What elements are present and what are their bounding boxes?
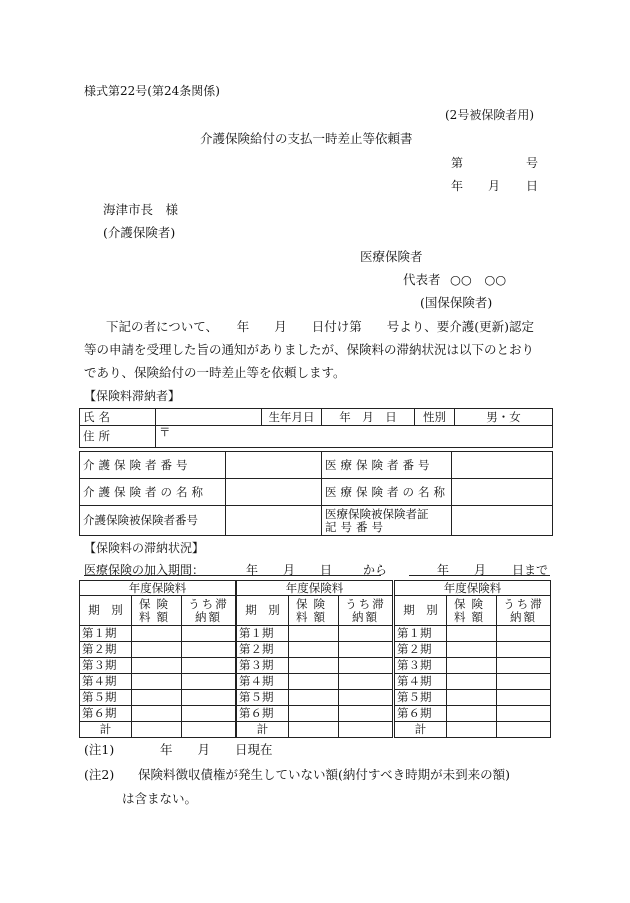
total-amount (447, 722, 497, 738)
arrears-section-heading: 【保険料の滞納状況】 (84, 541, 205, 555)
total-label: 計 (395, 722, 447, 738)
total-arrears (339, 722, 393, 738)
period-row-label: 第２期 (237, 642, 289, 658)
body-line-3: であり、保険給付の一時差止等を依頼します。 (84, 365, 346, 380)
postal-mark: 〒 (159, 425, 171, 439)
period-row-label: 第２期 (395, 642, 447, 658)
period-row-label: 第６期 (395, 706, 447, 722)
birth-label: 生年月日 (262, 409, 322, 426)
kaigo-insurer-name-value (226, 479, 322, 506)
period-amount (132, 690, 182, 706)
period-amount (132, 706, 182, 722)
period-row-label: 第４期 (395, 674, 447, 690)
period-amount (447, 658, 497, 674)
person-section-heading: 【保険料滞納者】 (84, 389, 181, 403)
period-row-label: 第３期 (80, 658, 132, 674)
period-amount (289, 690, 339, 706)
note2-line2: は含まない。 (122, 791, 198, 806)
period-from-year: 年 (246, 563, 259, 577)
period-row-label: 第２期 (80, 642, 132, 658)
period-amount (132, 642, 182, 658)
period-row-label: 第６期 (80, 706, 132, 722)
period-amount (447, 626, 497, 642)
period-amount (132, 658, 182, 674)
period-to-day: 日まで (512, 563, 549, 577)
period-arrears (182, 626, 236, 642)
total-label: 計 (237, 722, 289, 738)
doc-number-prefix: 第 (451, 156, 464, 170)
iryo-insured-card-line2: 記号番号 (325, 519, 387, 534)
period-arrears (497, 706, 551, 722)
period-arrears (339, 642, 393, 658)
iryo-insured-card-label (322, 506, 452, 536)
period-arrears (339, 626, 393, 642)
doc-number-suffix: 号 (526, 156, 539, 170)
period-arrears (339, 690, 393, 706)
period-amount (132, 674, 182, 690)
period-arrears (182, 658, 236, 674)
iryo-insurer-number-value (452, 452, 553, 479)
arrears-table-2 (236, 580, 393, 738)
period-from-month: 月 (283, 563, 296, 577)
col-arrears: うち滞納額 (339, 596, 393, 626)
group-title: 年度保険料 (80, 581, 236, 596)
period-row-label: 第５期 (80, 690, 132, 706)
address-value (156, 426, 553, 448)
period-to-year: 年 (437, 563, 450, 577)
col-amount: 保険料額 (289, 596, 339, 626)
period-row-label: 第１期 (237, 626, 289, 642)
total-arrears (497, 722, 551, 738)
sender-rep-label: 代表者 (403, 272, 441, 287)
group-title: 年度保険料 (395, 581, 551, 596)
period-amount (289, 642, 339, 658)
period-row-label: 第３期 (395, 658, 447, 674)
iryo-insurer-name-value (452, 479, 553, 506)
arrears-table-3 (394, 580, 551, 738)
period-amount (289, 658, 339, 674)
period-amount (289, 626, 339, 642)
col-period: 期 別 (80, 596, 132, 626)
arrears-table-1 (79, 580, 236, 738)
note1-text: 年 月 日現在 (160, 742, 273, 757)
col-period: 期 別 (395, 596, 447, 626)
sex-label: 性別 (415, 409, 455, 426)
address-label: 住所 (80, 426, 156, 448)
note1-label: (注1) (84, 742, 115, 757)
period-kara: から (363, 563, 388, 577)
period-arrears (182, 674, 236, 690)
kaigo-insured-number-value (226, 506, 322, 536)
period-to-month: 月 (474, 563, 487, 577)
birth-value: 年 月 日 (322, 409, 415, 426)
period-amount (447, 706, 497, 722)
body-line-1: 下記の者について、 年 月 日付け第 号より、要介護(更新)認定 (106, 319, 535, 334)
sender-role: (国保保険者) (420, 295, 493, 310)
addressee-name: 海津市長 様 (103, 202, 179, 217)
person-table-numbers (79, 451, 553, 536)
document-title: 介護保険給付の支払一時差止等依頼書 (200, 131, 413, 146)
kaigo-insurer-number-value (226, 452, 322, 479)
period-row-label: 第４期 (237, 674, 289, 690)
body-line-2: 等の申請を受理した旨の通知がありましたが、保険料の滞納状況は以下のとおり (84, 342, 535, 357)
period-arrears (339, 658, 393, 674)
period-row-label: 第５期 (237, 690, 289, 706)
col-period: 期 別 (237, 596, 289, 626)
period-arrears (497, 674, 551, 690)
sender-rep-name: ○○ ○○ (450, 272, 507, 287)
col-arrears: うち滞納額 (497, 596, 551, 626)
period-arrears (497, 642, 551, 658)
period-amount (447, 642, 497, 658)
name-label: 氏名 (80, 409, 156, 426)
group-title: 年度保険料 (237, 581, 393, 596)
sender-org: 医療保険者 (360, 249, 423, 264)
kaigo-insurer-name-label: 介護保険者の名称 (80, 479, 226, 506)
period-arrears (339, 674, 393, 690)
iryo-insured-card-line1: 医療保険被保険者証 (325, 506, 429, 521)
period-arrears (182, 690, 236, 706)
name-value (156, 409, 262, 426)
period-arrears (182, 706, 236, 722)
note2-label: (注2) (84, 767, 115, 782)
period-amount (447, 674, 497, 690)
period-arrears (182, 642, 236, 658)
form-number: 様式第22号(第24条関係) (84, 84, 220, 98)
col-amount: 保険料額 (132, 596, 182, 626)
col-amount: 保険料額 (447, 596, 497, 626)
total-label: 計 (80, 722, 132, 738)
total-amount (132, 722, 182, 738)
period-arrears (497, 690, 551, 706)
date-day: 日 (526, 179, 539, 193)
period-row-label: 第１期 (395, 626, 447, 642)
period-arrears (339, 706, 393, 722)
iryo-insured-card-value (452, 506, 553, 536)
note2-line1: 保険料徴収債権が発生していない額(納付すべき時期が未到来の額) (138, 767, 511, 782)
period-amount (289, 674, 339, 690)
period-amount (132, 626, 182, 642)
iryo-insurer-number-label: 医療保険者番号 (322, 452, 452, 479)
col-arrears: うち滞納額 (182, 596, 236, 626)
total-arrears (182, 722, 236, 738)
period-row-label: 第１期 (80, 626, 132, 642)
period-amount (289, 706, 339, 722)
period-amount (447, 690, 497, 706)
target-label: (2号被保険者用) (445, 108, 534, 122)
kaigo-insurer-number-label: 介護保険者番号 (80, 452, 226, 479)
total-amount (289, 722, 339, 738)
addressee-role: (介護保険者) (103, 225, 176, 240)
coverage-period (84, 563, 550, 577)
period-label: 医療保険の加入期間： (84, 563, 205, 577)
date-year: 年 (451, 179, 464, 193)
date-month: 月 (488, 179, 501, 193)
period-from-day: 日 (320, 563, 333, 577)
period-row-label: 第３期 (237, 658, 289, 674)
period-row-label: 第６期 (237, 706, 289, 722)
iryo-insurer-name-label: 医療保険者の名称 (322, 479, 452, 506)
period-arrears (497, 658, 551, 674)
period-row-label: 第４期 (80, 674, 132, 690)
period-arrears (497, 626, 551, 642)
sex-value: 男・女 (455, 409, 553, 426)
person-table-top (79, 408, 553, 448)
kaigo-insured-number-label: 介護保険被保険者番号 (80, 506, 226, 536)
period-row-label: 第５期 (395, 690, 447, 706)
